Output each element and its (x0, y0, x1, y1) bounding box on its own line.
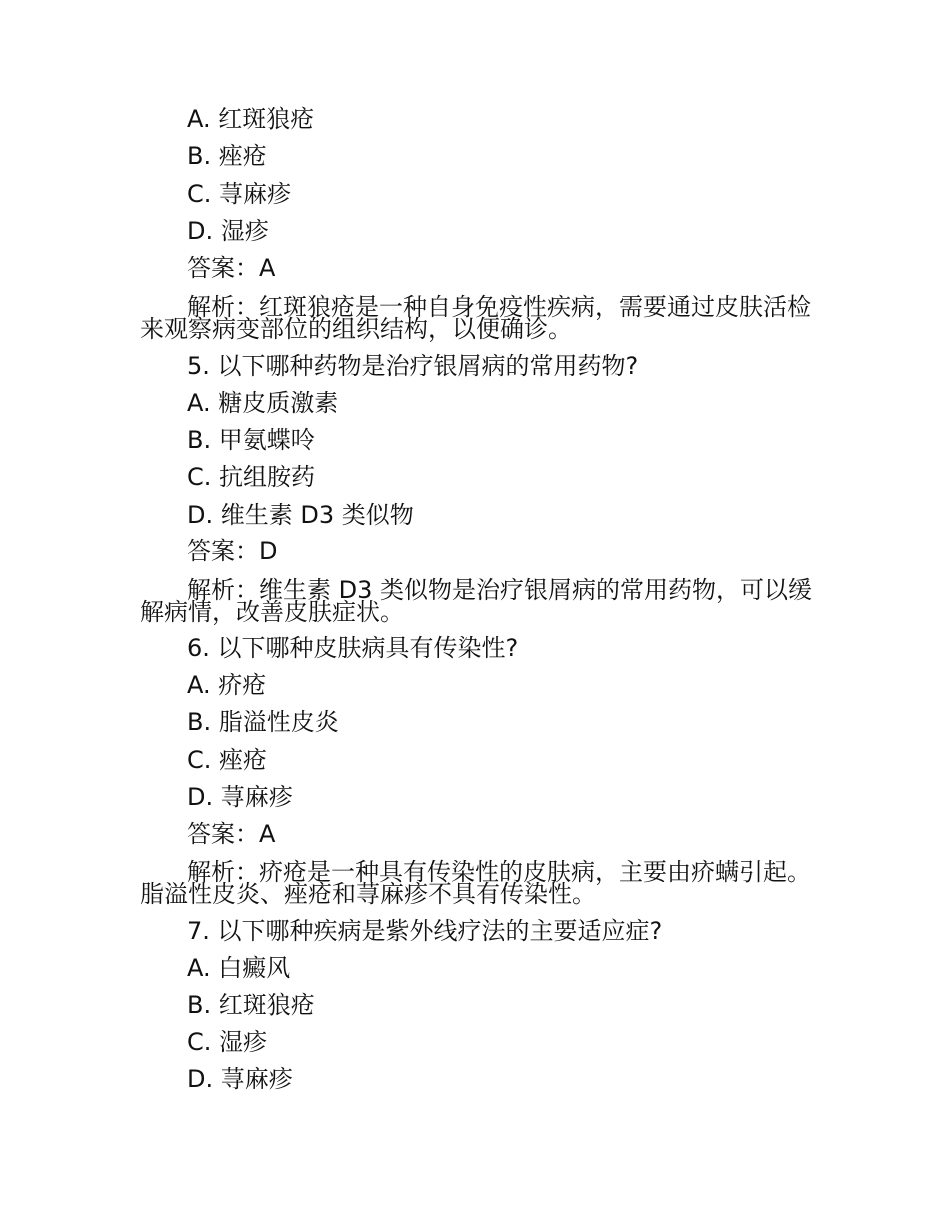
q7-option-d: D. 荨麻疹 (187, 1065, 293, 1093)
q6-option-c: C. 痤疮 (187, 746, 268, 774)
q5-analysis: 解析：维生素 D3 类似物是治疗银屑病的常用药物，可以缓解病情，改善皮肤症状。 (140, 576, 813, 626)
q5-answer: 答案：D (187, 537, 278, 565)
q4-option-b: B. 痤疮 (187, 142, 267, 170)
q5-question: 5. 以下哪种药物是治疗银屑病的常用药物? (187, 352, 639, 380)
q7-option-a: A. 白癜风 (187, 954, 291, 982)
q5-option-c: C. 抗组胺药 (187, 463, 316, 491)
q6-option-d: D. 荨麻疹 (187, 783, 293, 811)
q6-option-b: B. 脂溢性皮炎 (187, 708, 339, 736)
q6-analysis: 解析：疥疮是一种具有传染性的皮肤病，主要由疥螨引起。脂溢性皮炎、痤疮和荨麻疹不具有传染性。 (140, 858, 811, 908)
q6-option-a: A. 疥疮 (187, 671, 267, 699)
q4-option-d: D. 湿疹 (187, 217, 269, 245)
q5-option-b: B. 甲氨蝶呤 (187, 426, 315, 454)
q5-option-a: A. 糖皮质激素 (187, 389, 339, 417)
q7-question: 7. 以下哪种疾病是紫外线疗法的主要适应症? (187, 917, 663, 945)
q4-analysis: 解析：红斑狼疮是一种自身免疫性疾病，需要通过皮肤活检来观察病变部位的组织结构，以便确诊。 (140, 293, 811, 343)
q7-option-c: C. 湿疹 (187, 1028, 268, 1056)
q4-option-a: A. 红斑狼疮 (187, 105, 315, 133)
q4-answer: 答案：A (187, 254, 276, 282)
q7-option-b: B. 红斑狼疮 (187, 991, 315, 1019)
q6-question: 6. 以下哪种皮肤病具有传染性? (187, 634, 519, 662)
q6-answer: 答案：A (187, 820, 276, 848)
q4-option-c: C. 荨麻疹 (187, 180, 292, 208)
q5-option-d: D. 维生素 D3 类似物 (187, 501, 414, 529)
